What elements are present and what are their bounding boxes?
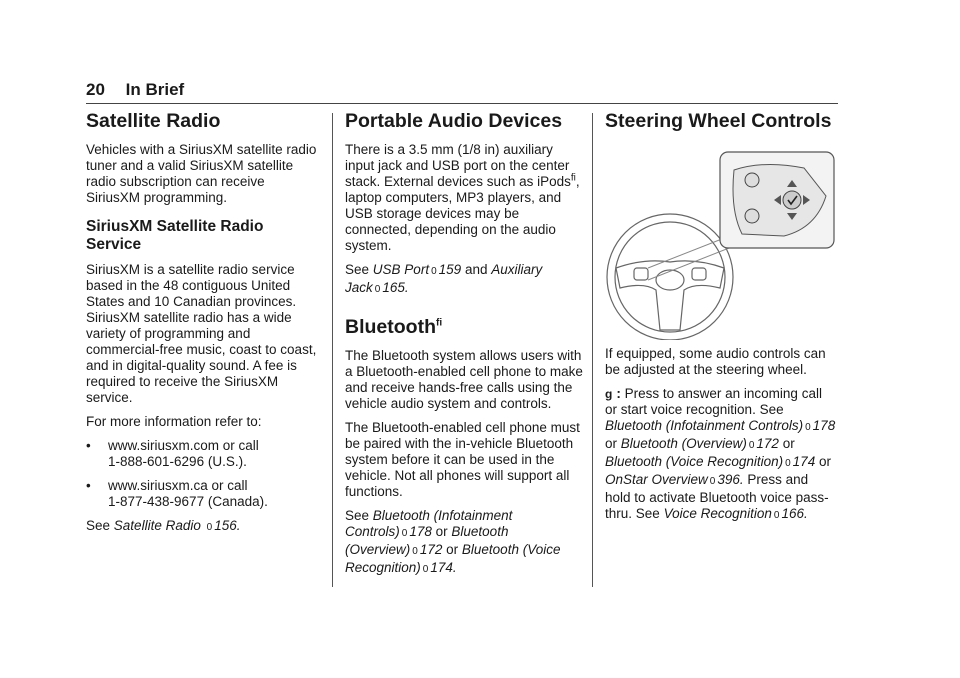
see-label: See (759, 402, 784, 417)
page-number-ref: 172 (756, 436, 779, 451)
bluetooth-heading (345, 316, 583, 338)
list-item (86, 438, 322, 470)
column-portable-audio (345, 110, 583, 586)
page-ref-icon: 0 (709, 476, 716, 487)
connector-text: or (782, 436, 795, 451)
page-number-ref: 166. (781, 506, 808, 521)
portable-audio-text (345, 142, 583, 254)
page-ref-icon: 0 (374, 284, 381, 295)
bullet-text: www.siriusxm.ca or call (108, 478, 248, 493)
reference-link[interactable]: USB Port (372, 262, 430, 277)
bullet-icon: • (86, 438, 91, 453)
bullet-text: 1-877-438-9677 (Canada). (108, 494, 268, 509)
steering-wheel-intro: If equipped, some audio controls can be adjusted at the steering wheel. (605, 346, 826, 377)
bullet-text: 1-888-601-6296 (U.S.). (108, 454, 247, 469)
portable-audio-text-part: There is a 3.5 mm (1/8 in) auxiliary input jack and USB port on the center stack. External devices such as iPods (345, 142, 571, 189)
reference-link[interactable]: Bluetooth (Overview) (620, 436, 747, 451)
voice-button-icon (745, 173, 759, 187)
steering-wheel-icon (607, 214, 733, 340)
more-info-text: For more information refer to: (86, 414, 262, 429)
phone-button-text: Press and hold to activate Bluetooth voice pass-thru. (605, 472, 829, 521)
steering-wheel-heading: Steering Wheel Controls (605, 110, 832, 132)
page-ref-icon: 0 (431, 266, 437, 277)
page-ref-icon: 0 (805, 422, 811, 433)
see-reference (345, 262, 583, 298)
page-ref-icon: 0 (773, 510, 780, 521)
see-label: See (345, 508, 370, 523)
steering-wheel-text (605, 346, 837, 532)
page-number-ref: 396. (717, 472, 744, 487)
bluetooth-text-2: The Bluetooth-enabled cell phone must be paired with the in-vehicle Bluetooth system before it can be used in the vehicle. Not all phones will support all functions. (345, 420, 580, 499)
reference-link[interactable]: Bluetooth (Infotainment Controls) (345, 508, 513, 539)
reference-link[interactable]: OnStar Overview (605, 472, 708, 487)
portable-audio-text-part: , laptop computers, MP3 players, and USB storage devices may be connected, depending on the audio system. (345, 174, 580, 253)
section-title: In Brief (125, 80, 185, 99)
page-number-ref: 178 (812, 418, 836, 433)
connector-text: or (605, 436, 618, 451)
phone-button-description (605, 386, 837, 524)
column-divider-1 (332, 113, 333, 587)
see-label: See (345, 262, 370, 277)
page-ref-icon: 0 (412, 546, 418, 557)
phone-button-text: Press to answer an incoming call or start voice recognition. (605, 386, 822, 417)
page-ref-icon: 0 (422, 564, 429, 575)
see-label: See (86, 518, 111, 533)
column-satellite-radio (86, 110, 322, 544)
phone-call-icon: g (605, 387, 613, 401)
page-header (86, 80, 184, 100)
ok-button-icon (783, 191, 801, 209)
connector-text: or (435, 524, 448, 539)
page-number-ref: 174 (792, 454, 816, 469)
page-ref-icon: 0 (206, 522, 213, 533)
satellite-radio-heading: Satellite Radio (86, 110, 221, 132)
satellite-radio-intro: Vehicles with a SiriusXM satellite radio tuner and a valid SiriusXM satellite radio subscription can receive SiriusXM programming. (86, 142, 317, 205)
siriusxm-service-text: SiriusXM is a satellite radio service based in the 48 contiguous United States and 10 Canadian provinces. SiriusXM satellite radio has a wide variety of programming and commercial-free music, coast to coast, and in digital-quality sound. A fee is required to receive the SiriusXM service. (86, 262, 317, 405)
portable-audio-heading: Portable Audio Devices (345, 110, 563, 132)
reference-link[interactable]: Bluetooth (Infotainment Controls) (605, 418, 804, 433)
trademark-mark: fi (435, 317, 443, 329)
page-number-ref: 159 (438, 262, 462, 277)
connector-text: or (446, 542, 459, 557)
siriusxm-service-heading: SiriusXM Satellite Radio Service (86, 218, 264, 253)
phone-button-icon (745, 209, 759, 223)
bluetooth-heading-text: Bluetooth (345, 316, 436, 338)
page-number-ref: 174. (430, 560, 457, 575)
page-number-ref: 165. (382, 280, 409, 295)
page-number-ref: 156. (214, 518, 241, 533)
reference-link[interactable]: Satellite Radio (113, 518, 201, 533)
reference-link[interactable]: Bluetooth (Voice Recognition) (345, 542, 561, 575)
colon-text: : (616, 386, 621, 401)
column-steering-wheel (605, 110, 837, 142)
page-number-ref: 178 (409, 524, 432, 539)
header-rule (86, 103, 838, 104)
page-ref-icon: 0 (401, 528, 408, 539)
see-reference (86, 518, 322, 536)
page-ref-icon: 0 (748, 440, 755, 451)
reference-link[interactable]: Bluetooth (Voice Recognition) (605, 454, 784, 469)
control-pad-zoom (720, 152, 834, 248)
see-label: See (635, 506, 660, 521)
bluetooth-text-1: The Bluetooth system allows users with a Bluetooth-enabled cell phone to make and receive hands-free calls using the vehicle audio system and controls. (345, 348, 583, 411)
page-ref-icon: 0 (785, 458, 791, 469)
bullet-icon: • (86, 478, 91, 493)
connector-text: or (818, 454, 831, 469)
trademark-mark: fi (570, 172, 576, 184)
page-number: 20 (86, 80, 105, 99)
connector-text: and (464, 262, 488, 277)
steering-wheel-illustration (604, 150, 836, 340)
see-reference (345, 508, 583, 578)
reference-link[interactable]: Voice Recognition (663, 506, 772, 521)
list-item (86, 478, 322, 510)
reference-link[interactable]: Bluetooth (Overview) (345, 524, 509, 557)
bullet-text: www.siriusxm.com or call (108, 438, 259, 453)
page-number-ref: 172 (419, 542, 443, 557)
column-divider-2 (592, 113, 593, 587)
reference-link[interactable]: Auxiliary Jack (345, 262, 543, 295)
